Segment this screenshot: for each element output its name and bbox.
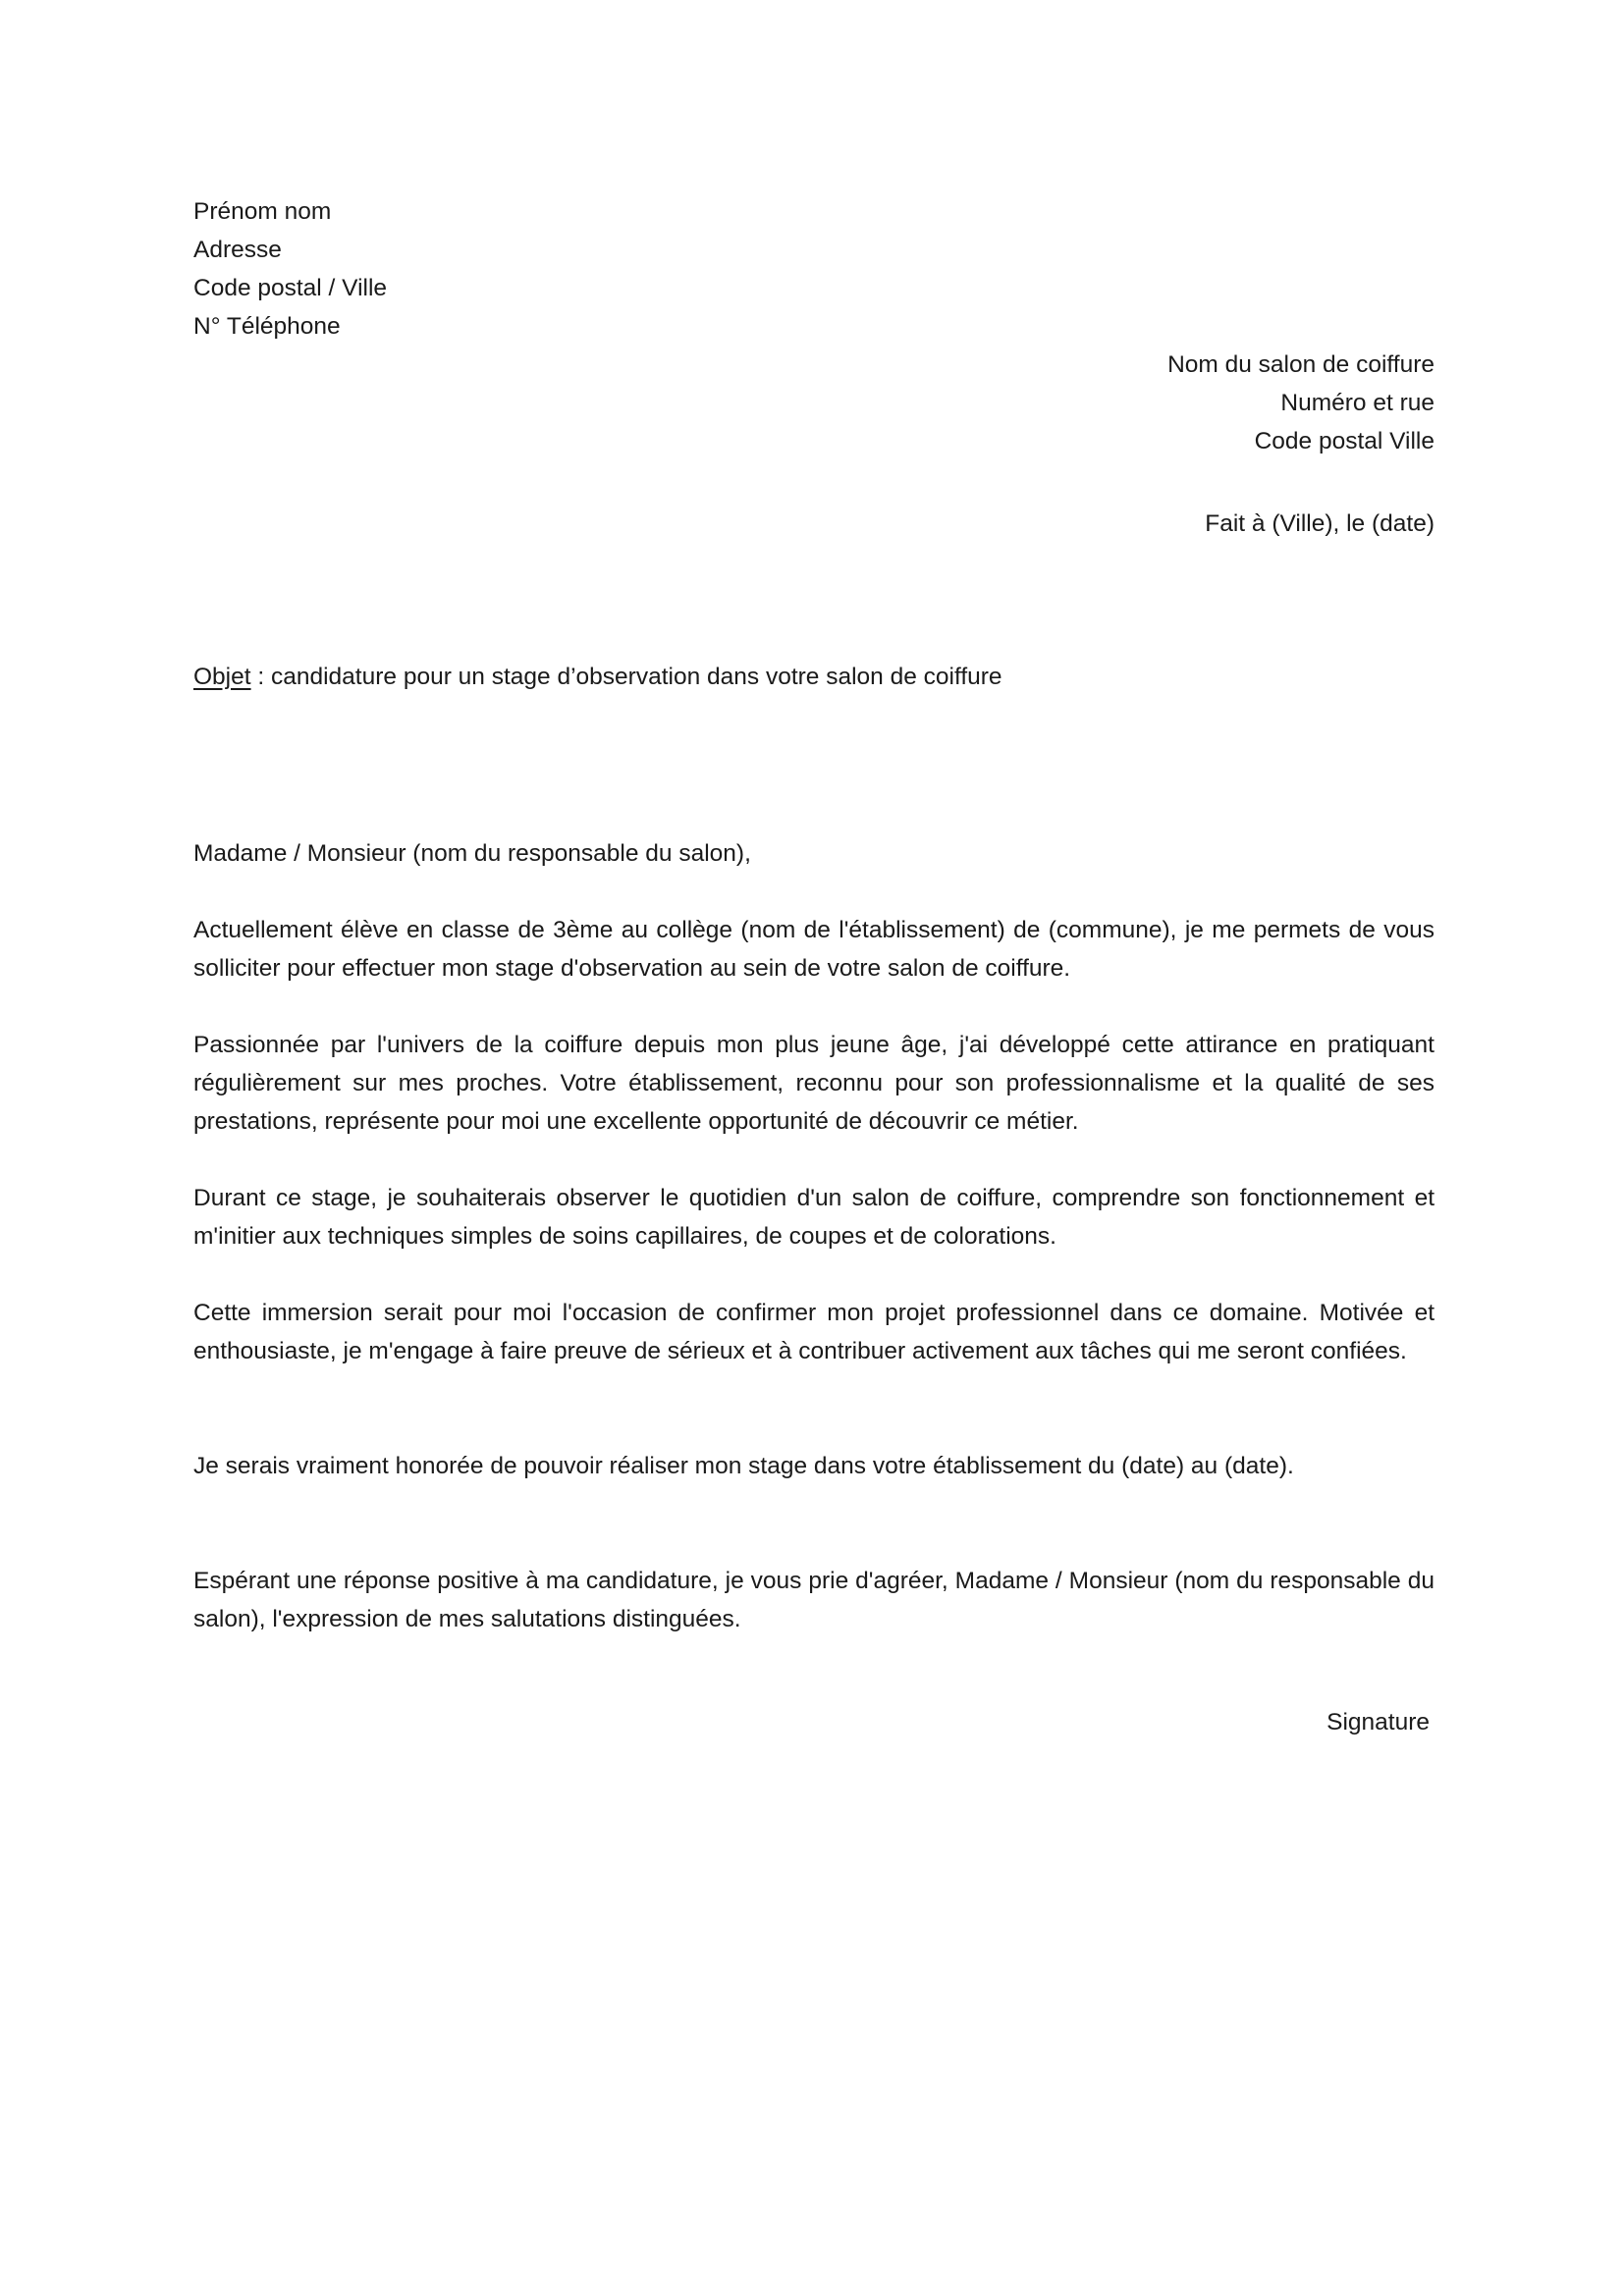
paragraph-commitment: Cette immersion serait pour moi l'occasion de confirmer mon projet professionnel dans ce domaine. Motivée et enthousiaste, je m'engage à faire preuve de sérieux et à contribuer activement aux tâches qui me seront confiées.: [193, 1300, 1435, 1364]
sender-city: Code postal / Ville: [193, 275, 388, 301]
signature: Signature: [1326, 1709, 1430, 1735]
salutation: Madame / Monsieur (nom du responsable du salon),: [193, 840, 751, 867]
subject-text: : candidature pour un stage d’observation dans votre salon de coiffure: [250, 664, 1002, 690]
recipient-city: Code postal Ville: [1254, 428, 1435, 454]
subject-label: Objet: [193, 664, 251, 690]
date-line: Fait à (Ville), le (date): [1205, 510, 1435, 537]
sender-phone: N° Téléphone: [193, 313, 341, 340]
subject-line: [193, 658, 1435, 696]
recipient-street: Numéro et rue: [1280, 390, 1435, 416]
sender-address: Adresse: [193, 237, 282, 263]
recipient-block: [884, 346, 1435, 460]
sender-block: [193, 192, 881, 346]
paragraph-dates: Je serais vraiment honorée de pouvoir réaliser mon stage dans votre établissement du (date) au (date).: [193, 1453, 1294, 1479]
paragraph-intro: Actuellement élève en classe de 3ème au collège (nom de l'établissement) de (commune), je me permets de vous solliciter pour effectuer mon stage d'observation au sein de votre salon de coiffure.: [193, 917, 1435, 982]
sender-name: Prénom nom: [193, 198, 332, 225]
paragraph-closing: Espérant une réponse positive à ma candidature, je vous prie d'agréer, Madame / Monsieur (nom du responsable du salon), l'expression de mes salutations distinguées.: [193, 1568, 1435, 1632]
recipient-salon: Nom du salon de coiffure: [1167, 351, 1435, 378]
paragraph-motivation: Passionnée par l'univers de la coiffure depuis mon plus jeune âge, j'ai développé cette attirance en pratiquant régulièrement sur mes proches. Votre établissement, reconnu pour son professionnalisme et la qualité de ses prestations, représente pour moi une excellente opportunité de découvrir ce métier.: [193, 1032, 1435, 1135]
paragraph-goals: Durant ce stage, je souhaiterais observer le quotidien d'un salon de coiffure, comprendre son fonctionnement et m'initier aux techniques simples de soins capillaires, de coupes et de colorations.: [193, 1185, 1435, 1250]
